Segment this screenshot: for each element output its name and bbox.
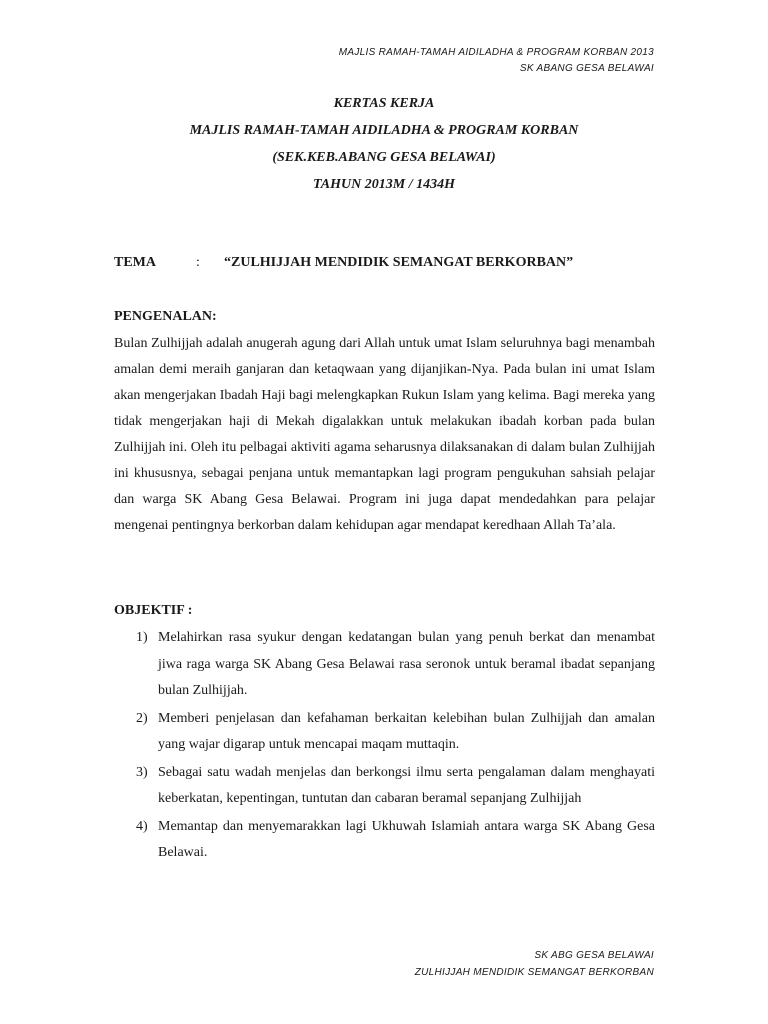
running-footer xyxy=(415,947,654,981)
running-footer-line1: SK ABG GESA BELAWAI xyxy=(534,950,654,961)
running-header-line1: MAJLIS RAMAH-TAMAH AIDILADHA & PROGRAM KORBAN 2013 xyxy=(338,47,654,58)
tema-label: TEMA xyxy=(114,255,156,270)
tema-value: “ZULHIJJAH MENDIDIK SEMANGAT BERKORBAN” xyxy=(224,255,574,270)
running-footer-line2: ZULHIJJAH MENDIDIK SEMANGAT BERKORBAN xyxy=(414,967,654,978)
document-title xyxy=(114,90,654,198)
list-item-number: 4) xyxy=(136,818,148,834)
title-line2: MAJLIS RAMAH-TAMAH AIDILADHA & PROGRAM KORBAN xyxy=(189,123,579,138)
tema-colon: : xyxy=(196,255,200,270)
list-item xyxy=(114,814,655,867)
list-item-text: Memantap dan menyemarakkan lagi Ukhuwah Islamiah antara warga SK Abang Gesa Belawai. xyxy=(158,818,655,860)
pengenalan-paragraph: Bulan Zulhijjah adalah anugerah agung dari Allah untuk umat Islam seluruhnya bagi menambah amalan demi meraih ganjaran dan ketaqwaan yang dijanjikan-Nya. Pada bulan ini umat Islam akan mengerjakan Ibadah Haji bagi melengkapkan Rukun Islam yang kelima. Bagi mereka yang tidak mengerjakan haji di Mekah digalakkan untuk melakukan ibadah korban pada bulan Zulhijjah ini. Oleh itu pelbagai aktiviti agama seharusnya dilaksanakan di dalam bulan Zulhijjah ini khususnya, sebagai penjana untuk memantapkan lagi program pengukuhan sahsiah pelajar dan warga SK Abang Gesa Belawai. Program ini juga dapat mendedahkan para pelajar mengenai pentingnya berkorban dalam kehidupan agar mendapat keredhaan Allah Ta’ala. xyxy=(114,336,655,533)
list-item-text: Melahirkan rasa syukur dengan kedatangan bulan yang penuh berkat dan menambat jiwa raga warga SK Abang Gesa Belawai rasa seronok untuk beramal ibadat sepanjang bulan Zulhijjah. xyxy=(158,630,655,698)
list-item xyxy=(114,625,655,705)
list-item-text: Sebagai satu wadah menjelas dan berkongsi ilmu serta pengalaman dalam menghayati keberkatan, kepentingan, tuntutan dan cabaran beramal sepanjang Zulhijjah xyxy=(158,764,655,806)
pengenalan-heading: PENGENALAN: xyxy=(114,309,217,324)
title-line4: TAHUN 2013M / 1434H xyxy=(313,177,455,192)
title-line3: (SEK.KEB.ABANG GESA BELAWAI) xyxy=(272,150,496,165)
objektif-list xyxy=(114,625,655,868)
list-item-number: 2) xyxy=(136,710,148,726)
running-header xyxy=(339,45,654,77)
list-item xyxy=(114,760,655,813)
list-item-number: 1) xyxy=(136,630,148,645)
list-item-number: 3) xyxy=(136,764,148,780)
objektif-heading: OBJEKTIF : xyxy=(114,603,193,618)
list-item-text: Memberi penjelasan dan kefahaman berkaitan kelebihan bulan Zulhijjah dan amalan yang wajar digarap untuk mencapai maqam muttaqin. xyxy=(158,710,655,752)
tema-row xyxy=(114,253,573,273)
running-header-line2: SK ABANG GESA BELAWAI xyxy=(519,63,654,74)
title-line1: KERTAS KERJA xyxy=(333,96,435,111)
list-item xyxy=(114,706,655,759)
